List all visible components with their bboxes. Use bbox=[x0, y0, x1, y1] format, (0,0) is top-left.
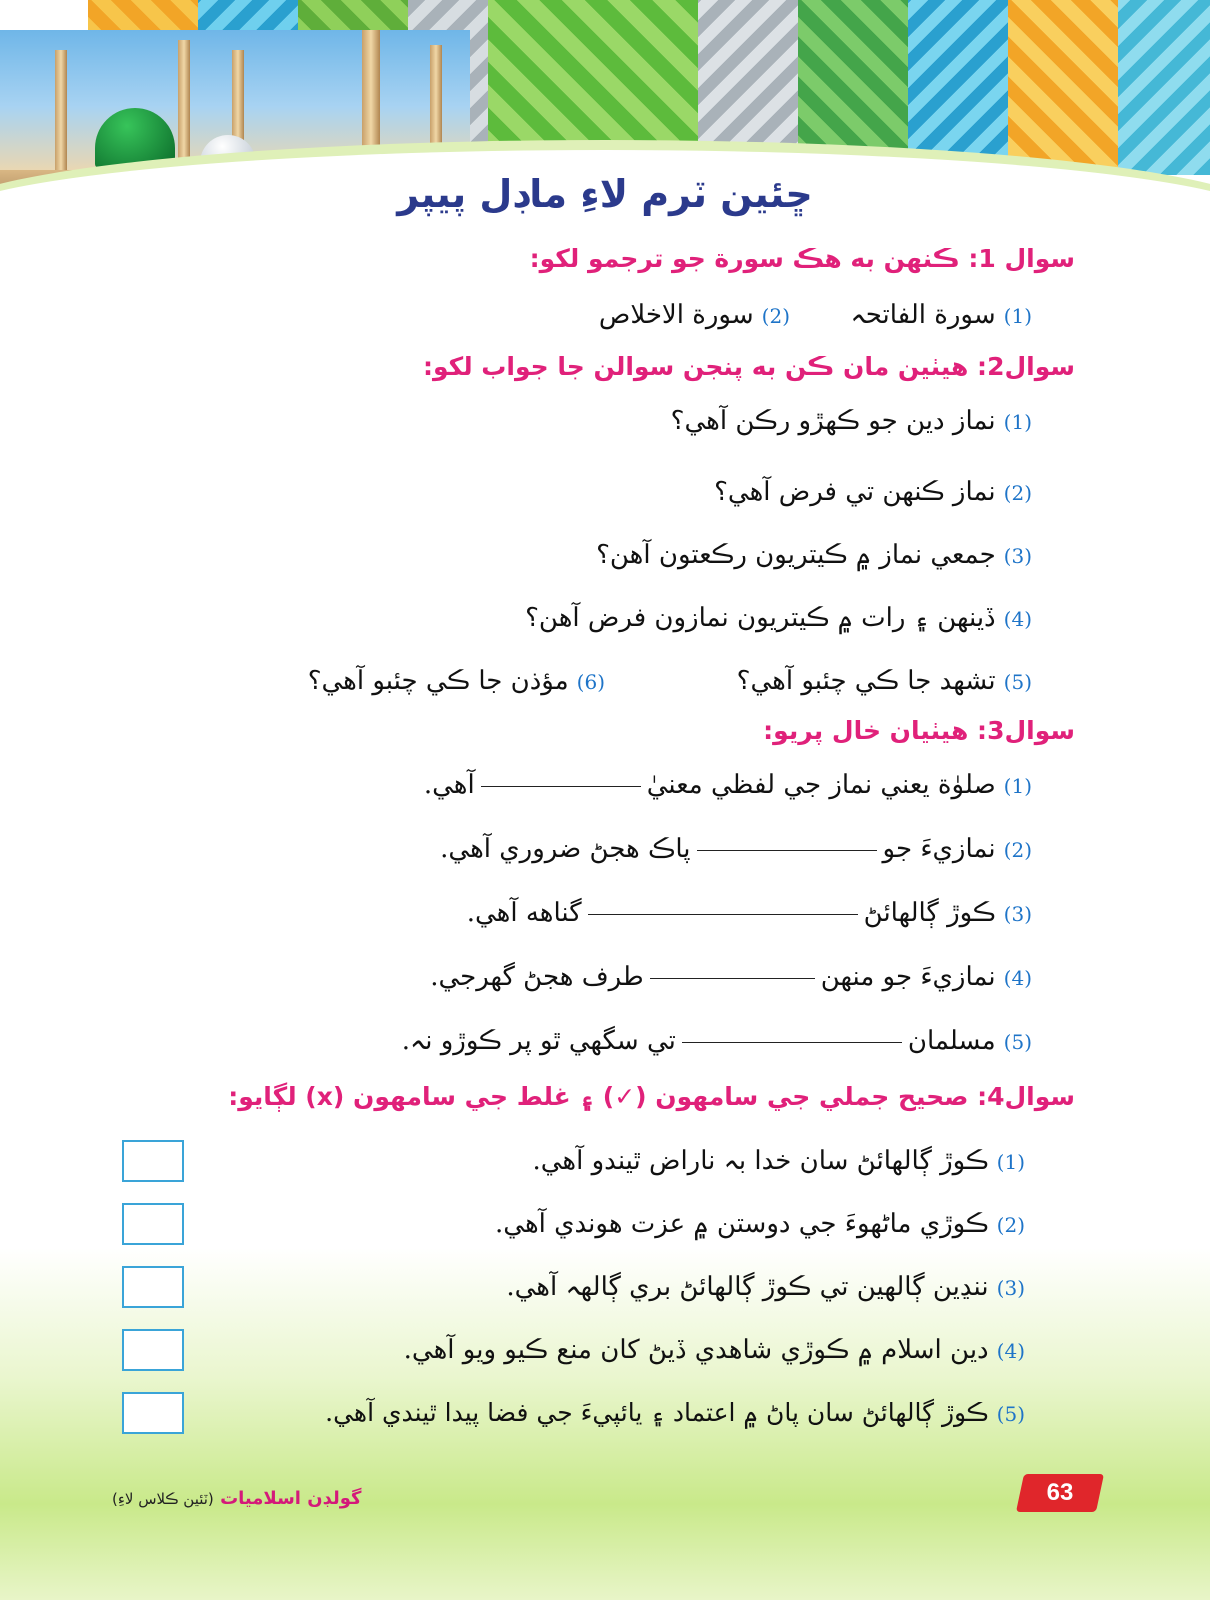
item-text-before: نمازيءَ جو bbox=[882, 834, 996, 864]
item-text-after: پاڪ هجڻ ضروري آهي. bbox=[440, 834, 691, 864]
item-number: (1) bbox=[1003, 304, 1032, 328]
question-4-heading: سوال4: صحيح جملي جي سامهون (✓) ۽ غلط جي سامهون (x) لڳايو: bbox=[228, 1082, 1075, 1111]
question-4-item-1 bbox=[532, 1146, 1025, 1176]
item-number: (3) bbox=[1003, 544, 1032, 568]
item-number: (4) bbox=[1003, 607, 1032, 631]
answer-box-4[interactable] bbox=[122, 1329, 184, 1371]
book-title bbox=[112, 1488, 361, 1509]
question-1-option-1 bbox=[851, 300, 1033, 330]
item-number: (1) bbox=[1003, 774, 1032, 798]
item-text: مؤذن جا ڪي چئبو آهي؟ bbox=[307, 666, 569, 696]
item-text-after: آهي. bbox=[423, 770, 475, 800]
item-text-after: تي سگهي ٿو پر ڪوڙو نہ. bbox=[401, 1026, 676, 1056]
item-number: (1) bbox=[996, 1150, 1025, 1174]
pattern-strip-teal bbox=[1118, 0, 1210, 175]
item-text-after: طرف هجڻ گهرجي. bbox=[430, 962, 644, 992]
page-title: ڇئين ٽرم لاءِ ماڊل پيپر bbox=[397, 172, 813, 216]
question-4-item-4 bbox=[404, 1335, 1025, 1365]
book-title-text: گولڊن اسلاميات bbox=[220, 1488, 362, 1509]
item-text-before: مسلمان bbox=[907, 1026, 996, 1056]
item-text: تشهد جا ڪي چئبو آهي؟ bbox=[736, 666, 996, 696]
item-text: سورة الاخلاص bbox=[598, 300, 754, 330]
item-number: (5) bbox=[1003, 1030, 1032, 1054]
item-text: نماز دين جو ڪهڙو رڪن آهي؟ bbox=[670, 406, 996, 436]
item-text: ڪوڙ ڳالهائڻ سان پاڻ ۾ اعتماد ۽ يائپيءَ جي فضا پيدا ٿيندي آهي. bbox=[325, 1398, 989, 1427]
item-number: (2) bbox=[1003, 838, 1032, 862]
item-text: ڪوڙي ماڻهوءَ جي دوستن ۾ عزت هوندي آهي. bbox=[495, 1209, 989, 1239]
header-banner bbox=[0, 0, 1210, 200]
question-3-item-4 bbox=[430, 962, 1032, 992]
item-number: (2) bbox=[761, 304, 790, 328]
question-4-item-5 bbox=[325, 1398, 1025, 1427]
minaret bbox=[178, 40, 190, 170]
pattern-strip-orange-2 bbox=[1008, 0, 1118, 175]
item-text-before: نمازيءَ جو منهن bbox=[820, 962, 996, 992]
item-number: (6) bbox=[576, 670, 605, 694]
page-number: 63 bbox=[1046, 1479, 1074, 1506]
question-1-heading: سوال 1: ڪنهن به هڪ سورة جو ترجمو لکو: bbox=[529, 244, 1075, 273]
fill-blank[interactable] bbox=[588, 913, 858, 915]
fill-blank[interactable] bbox=[697, 849, 877, 851]
item-text: سورة الفاتحہ bbox=[850, 300, 996, 330]
question-3-item-5 bbox=[402, 1026, 1032, 1056]
item-number: (5) bbox=[996, 1402, 1025, 1426]
item-text-before: ڪوڙ ڳالهائڻ bbox=[863, 898, 996, 928]
question-4-item-2 bbox=[495, 1209, 1025, 1239]
item-text: دين اسلام ۾ ڪوڙي شاهدي ڏيڻ کان منع ڪيو ويو آهي. bbox=[403, 1335, 989, 1365]
item-number: (2) bbox=[1003, 481, 1032, 505]
question-2-item-3 bbox=[596, 540, 1032, 570]
question-3-heading: سوال3: هيٺيان خال پريو: bbox=[763, 716, 1075, 745]
question-3-item-1 bbox=[424, 770, 1032, 800]
answer-box-3[interactable] bbox=[122, 1266, 184, 1308]
fill-blank[interactable] bbox=[481, 785, 641, 787]
question-2-item-1 bbox=[671, 406, 1032, 436]
item-text: ڪوڙ ڳالهائڻ سان خدا بہ ناراض ٿيندو آهي. bbox=[532, 1146, 989, 1176]
item-text: ننڍين ڳالهين تي ڪوڙ ڳالهائڻ بري ڳالهہ آهي. bbox=[506, 1272, 989, 1302]
question-2-item-4 bbox=[525, 603, 1032, 633]
question-3-item-2 bbox=[440, 834, 1032, 864]
item-number: (4) bbox=[1003, 966, 1032, 990]
item-number: (4) bbox=[996, 1339, 1025, 1363]
book-subtitle: (ٽئين ڪلاس لاءِ) bbox=[112, 1490, 214, 1508]
item-text: ڏينهن ۽ رات ۾ ڪيتريون نمازون فرض آهن؟ bbox=[525, 603, 996, 633]
answer-box-5[interactable] bbox=[122, 1392, 184, 1434]
question-1-option-2 bbox=[599, 300, 790, 330]
answer-box-1[interactable] bbox=[122, 1140, 184, 1182]
question-2-item-2 bbox=[714, 477, 1032, 507]
question-2-item-5 bbox=[737, 666, 1032, 696]
minaret bbox=[55, 50, 67, 170]
item-number: (1) bbox=[1003, 410, 1032, 434]
question-2-item-6 bbox=[308, 666, 605, 696]
question-2-heading: سوال2: هيٺين مان ڪن به پنجن سوالن جا جواب لکو: bbox=[422, 352, 1075, 381]
item-number: (5) bbox=[1003, 670, 1032, 694]
item-number: (3) bbox=[996, 1276, 1025, 1300]
question-4-item-3 bbox=[506, 1272, 1025, 1302]
item-number: (3) bbox=[1003, 902, 1032, 926]
item-text-after: گناهه آهي. bbox=[466, 898, 582, 928]
item-text-before: صلوٰة يعني نماز جي لفظي معنيٰ bbox=[646, 770, 996, 800]
fill-blank[interactable] bbox=[682, 1041, 902, 1043]
item-number: (2) bbox=[996, 1213, 1025, 1237]
answer-box-2[interactable] bbox=[122, 1203, 184, 1245]
item-text: جمعي نماز ۾ ڪيتريون رڪعتون آهن؟ bbox=[596, 540, 996, 570]
question-3-item-3 bbox=[467, 898, 1032, 928]
item-text: نماز ڪنهن تي فرض آهي؟ bbox=[714, 477, 996, 507]
fill-blank[interactable] bbox=[650, 977, 815, 979]
